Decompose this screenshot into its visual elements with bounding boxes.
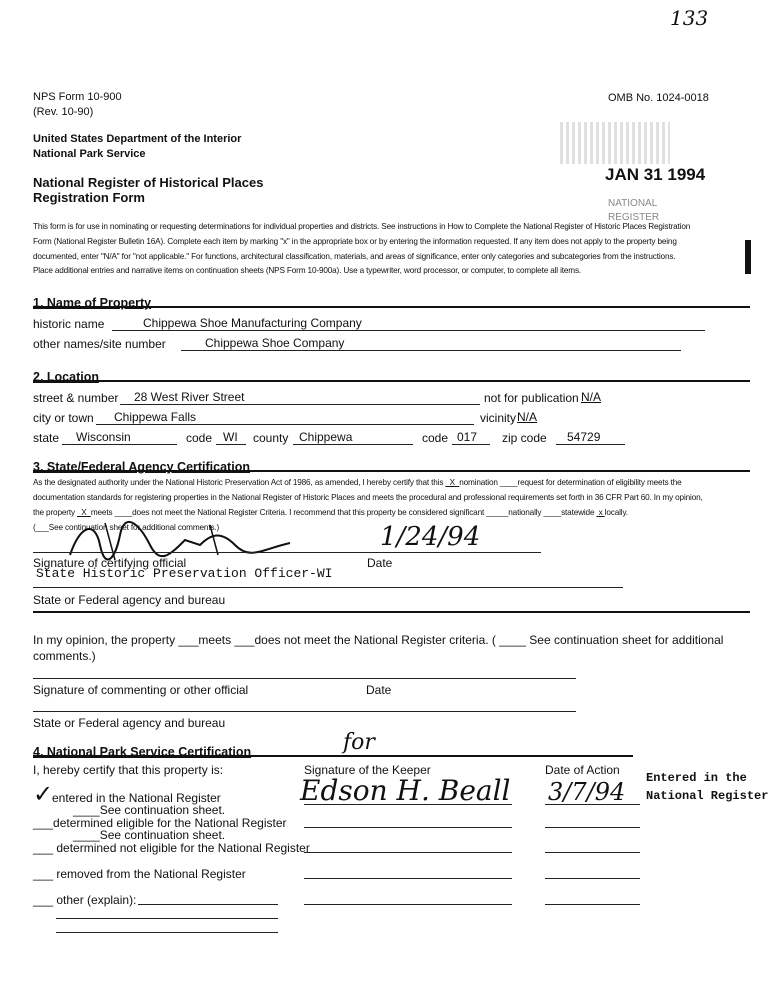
commenting-date-label: Date (366, 683, 392, 697)
commenting-signature-label: Signature of commenting or other official (33, 683, 249, 697)
omb-number: OMB No. 1024-0018 (608, 92, 709, 104)
other-names-line (181, 350, 681, 351)
meets-mark: X (81, 508, 87, 517)
section-3-rule (33, 470, 750, 472)
other-explain-line-2 (56, 918, 278, 919)
form-revision: (Rev. 10-90) (33, 106, 94, 118)
opinion-text-2: comments.) (33, 649, 96, 663)
removed-item: ___ removed from the National Register (33, 867, 246, 881)
certification-text-3d: nationally (508, 508, 542, 517)
instructions-line-1: This form is for use in nominating or requesting determinations for individual properties and districts. See instructions in How to Complete the National Register of Historic Places Registration (33, 222, 691, 231)
county-code-line (452, 444, 490, 445)
certification-text-1c: request for determination of eligibility meets the (517, 478, 682, 487)
street-label: street & number (33, 391, 119, 405)
form-title: National Register of Historical Places (33, 175, 264, 190)
nomination-mark: X (449, 478, 455, 487)
date-of-action: 3/7/94 (548, 778, 626, 806)
other-explain-line-3 (56, 932, 278, 933)
certification-text-1: As the designated authority under the National Historic Preservation Act of 1986, as amended, I hereby certify that this X nomination ____request for determination of eligibility meets the (33, 478, 682, 487)
form-number: NPS Form 10-900 (33, 91, 122, 103)
action-line-1 (545, 804, 640, 805)
certification-text-3a: the property (33, 508, 75, 517)
continuation-item-1: ____See continuation sheet. (73, 803, 226, 817)
certification-text-3b: meets (90, 508, 113, 517)
section-1-heading: 1. Name of Property (33, 296, 152, 310)
certification-text-3c: does not meet the National Register Criteria. I recommend that this property be considered significant (132, 508, 485, 517)
entered-stamp-line-2: National Register (646, 789, 769, 803)
keeper-line-5 (304, 904, 512, 905)
agency-label: State or Federal agency and bureau (33, 593, 226, 607)
commenting-signature-line (33, 678, 576, 679)
county-code-value: 017 (457, 430, 478, 444)
zip-value: 54729 (567, 430, 601, 444)
page-number: 133 (670, 6, 709, 30)
other-names-value: Chippewa Shoe Company (205, 336, 345, 350)
city-value: Chippewa Falls (114, 410, 197, 424)
margin-mark (745, 240, 751, 274)
section-2-heading: 2. Location (33, 370, 99, 384)
section-1-rule (33, 306, 750, 308)
certification-text-3f: locally. (604, 508, 628, 517)
state-code-line (216, 444, 246, 445)
section-3-heading: 3. State/Federal Agency Certification (33, 460, 250, 474)
state-value: Wisconsin (76, 430, 131, 444)
agency-rule (33, 611, 750, 613)
action-line-4 (545, 878, 640, 879)
state-line (62, 444, 177, 445)
section-4-rule (33, 755, 633, 757)
county-line (293, 444, 413, 445)
certification-text-2: documentation standards for registering properties in the National Register of Historic Places and meets the procedural and professional requirements set forth in 36 CFR Part 60. In my opinion, (33, 493, 703, 502)
agency-label-2: State or Federal agency and bureau (33, 716, 226, 730)
city-label: city or town (33, 411, 94, 425)
not-for-publication-value: N/A (581, 390, 602, 404)
certification-text-3e: statewide (561, 508, 595, 517)
form-subtitle: Registration Form (33, 190, 145, 205)
keeper-signature: Edson H. Beall (300, 774, 511, 807)
opinion-text: In my opinion, the property ___meets ___does not meet the National Register criteria. ( ____ See continuation sheet for additional (33, 633, 724, 647)
locally-mark: x (598, 508, 603, 517)
action-line-5 (545, 904, 640, 905)
county-label: county (253, 431, 289, 445)
keeper-line-2 (304, 827, 512, 828)
street-value: 28 West River Street (134, 390, 245, 404)
stamp-text-1: NATIONAL (608, 198, 658, 209)
county-value: Chippewa (299, 430, 353, 444)
continuation-sheet-note: (___See continuation sheet for additional comments.) (33, 523, 220, 532)
keeper-line-1 (304, 804, 512, 805)
continuation-item-2-text: See continuation sheet. (99, 828, 226, 842)
official-title-line (33, 587, 623, 588)
state-code-value: WI (223, 430, 238, 444)
eligible-item: ___determined eligible for the National Register (33, 816, 287, 830)
historic-name-label: historic name (33, 317, 105, 331)
continuation-item-1-text: See continuation sheet. (99, 803, 226, 817)
received-date-stamp: JAN 31 1994 (605, 165, 706, 184)
stamp-text-2: REGISTER (608, 212, 660, 223)
other-explain-line-1 (138, 904, 278, 905)
keeper-signature-label: Signature of the Keeper (304, 763, 431, 777)
instructions-line-3: documented, enter "N/A" for "not applicable." For functions, architectural classification, materials, and areas of significance, enter only categories and subcategories from the instructions. (33, 252, 676, 261)
certification-text-1a: As the designated authority under the National Historic Preservation Act of 1986, as amended, I hereby certify that this (33, 478, 444, 487)
department: United States Department of the Interior (33, 133, 242, 145)
action-line-2 (545, 827, 640, 828)
section-4-heading: 4. National Park Service Certification (33, 745, 252, 759)
historic-name-line (112, 330, 705, 331)
state-code-label: code (186, 431, 213, 445)
entered-item: entered in the National Register (52, 791, 221, 805)
instructions-line-4: Place additional entries and narrative items on continuation sheets (NPS Form 10-900a). Use a typewriter, word processor, or computer, to complete all items. (33, 266, 582, 275)
certification-text-3: the property X meets ____does not meet the National Register Criteria. I recommend that this property be considered significant _____nationally ____statewide x locally. (33, 508, 628, 517)
other-item: ___ other (explain): (33, 893, 137, 907)
keeper-line-4 (304, 878, 512, 879)
continuation-item-2: ____See continuation sheet. (73, 828, 226, 842)
county-code-label: code (422, 431, 449, 445)
date-label: Date (367, 556, 393, 570)
action-line-3 (545, 852, 640, 853)
certification-date: 1/24/94 (380, 522, 481, 552)
section-2-rule (33, 380, 750, 382)
certify-statement: I, hereby certify that this property is: (33, 763, 224, 777)
vicinity-label: vicinity (480, 411, 517, 425)
city-line (96, 424, 474, 425)
entered-stamp-line-1: Entered in the (646, 771, 747, 785)
signature-label: Signature of certifying official (33, 556, 187, 570)
official-title: State Historic Preservation Officer-WI (36, 566, 333, 581)
instructions-line-2: Form (National Register Bulletin 16A). Complete each item by marking "x" in the appropriate box or by entering the information requested. If any item does not apply to the property being (33, 237, 677, 246)
street-line (120, 404, 480, 405)
historic-name-value: Chippewa Shoe Manufacturing Company (143, 316, 362, 330)
not-eligible-item: ___ determined not eligible for the National Register (33, 841, 310, 855)
not-for-publication-label: not for publication (484, 391, 579, 405)
keeper-for: for (343, 730, 375, 755)
certification-text-1b: nomination (459, 478, 498, 487)
other-names-label: other names/site number (33, 337, 166, 351)
entered-checkmark: ✓ (33, 781, 54, 808)
vicinity-value: N/A (517, 410, 538, 424)
received-stamp-mark (560, 122, 670, 164)
zip-label: zip code (502, 431, 547, 445)
service: National Park Service (33, 148, 146, 160)
keeper-line-3 (304, 852, 512, 853)
date-of-action-label: Date of Action (545, 763, 620, 777)
signature-line (33, 552, 541, 553)
zip-line (556, 444, 625, 445)
state-label: state (33, 431, 60, 445)
agency-line-2 (33, 711, 576, 712)
